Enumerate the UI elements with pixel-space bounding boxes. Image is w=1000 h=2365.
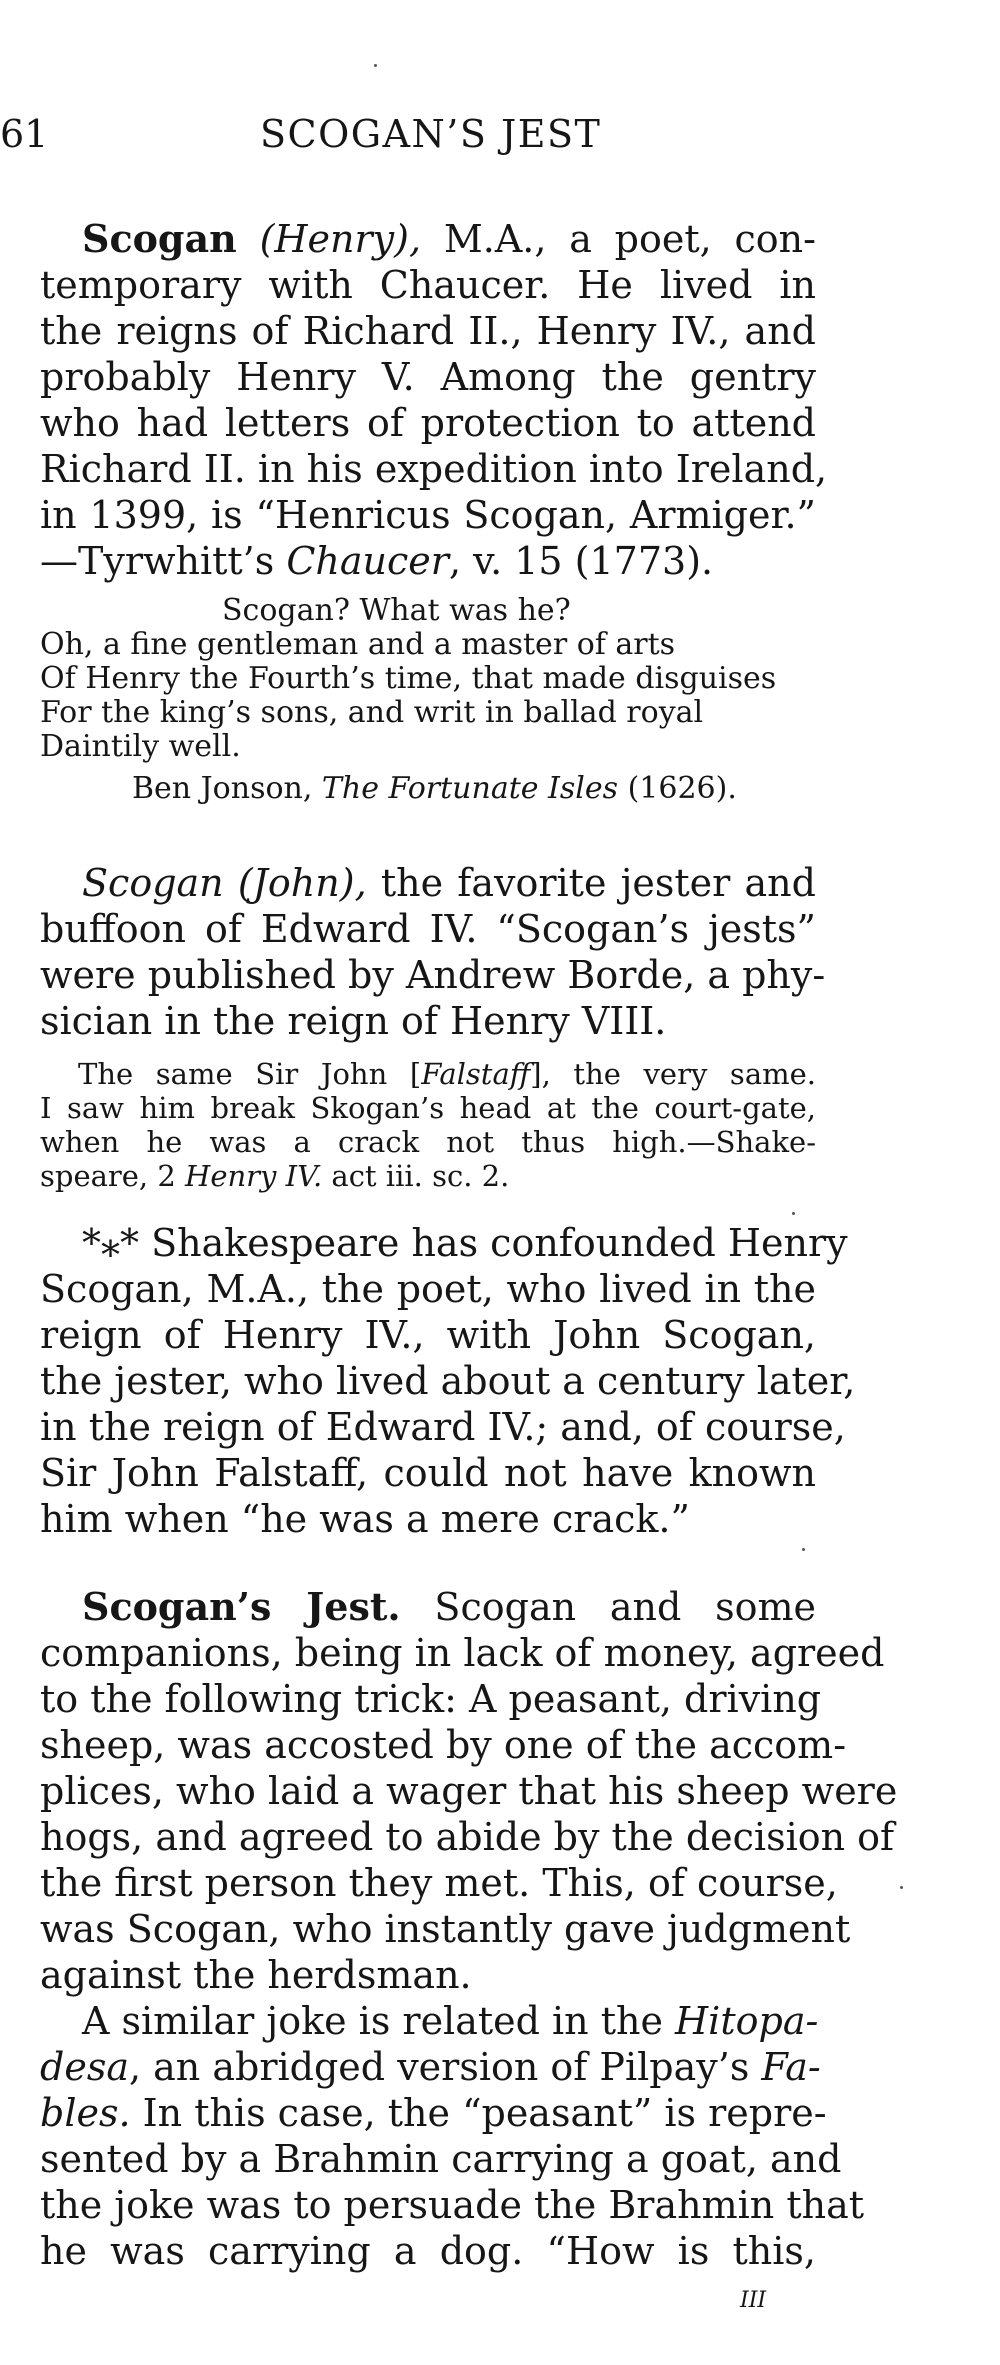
quote-line: I saw him break Skogan’s head at the court-gate, — [40, 1091, 816, 1125]
entry-line: in 1399, is “Henricus Scogan, Armiger.” — [40, 493, 816, 537]
note-line: Scogan, M.A., the poet, who lived in the — [40, 1267, 816, 1311]
paragraph-line: the joke was to persuade the Brahmin that — [40, 2183, 864, 2227]
entry-line: sician in the reign of Henry VIII. — [40, 999, 667, 1043]
verse-citation: Ben Jonson, The Fortunate Isles (1626). — [132, 771, 737, 806]
quote-line: The same Sir John [Falstaff], the very same. — [78, 1057, 816, 1091]
scan-speck — [374, 64, 377, 67]
entry-line: were published by Andrew Borde, a phy- — [40, 953, 826, 997]
entry-line: plices, who laid a wager that his sheep were — [40, 1769, 898, 1813]
verse-line: For the king’s sons, and writ in ballad royal — [40, 695, 704, 730]
scan-speck — [792, 1212, 795, 1215]
verse-line: Of Henry the Fourth’s time, that made disguises — [40, 661, 777, 696]
entry-line: temporary with Chaucer. He lived in — [40, 263, 816, 307]
scan-speck — [900, 1886, 903, 1889]
quote-line: when he was a crack not thus high.—Shake- — [40, 1125, 816, 1159]
note-line: him when “he was a mere crack.” — [40, 1497, 690, 1541]
entry-line: Richard II. in his expedition into Ireland, — [40, 447, 828, 491]
page-number: 61 — [0, 112, 49, 156]
entry-heading: Scogan — [82, 216, 237, 261]
entry-line: to the following trick: A peasant, driving — [40, 1677, 822, 1721]
note-line: *⁎* Shakespeare has confounded Henry — [82, 1221, 848, 1265]
entry-line: was Scogan, who instantly gave judgment — [40, 1907, 851, 1951]
entry-heading: Scogan’s Jest. — [82, 1584, 401, 1629]
note-line: in the reign of Edward IV.; and, of course, — [40, 1405, 846, 1449]
entry-line: sheep, was accosted by one of the accom- — [40, 1723, 847, 1767]
entry-line: hogs, and agreed to abide by the decision of — [40, 1815, 895, 1859]
note-line: Sir John Falstaff, could not have known — [40, 1451, 816, 1495]
verse-line: Scogan? What was he? — [222, 593, 571, 628]
verse-line: Daintily well. — [40, 729, 241, 764]
entry-line: the first person they met. This, of course, — [40, 1861, 838, 1905]
entry-line: who had letters of protection to attend — [40, 401, 816, 445]
paragraph-line: sented by a Brahmin carrying a goat, and — [40, 2137, 842, 2181]
note-line: reign of Henry IV., with John Scogan, — [40, 1313, 816, 1357]
entry-line: companions, being in lack of money, agreed — [40, 1631, 885, 1675]
quote-line: speare, 2 Henry IV. act iii. sc. 2. — [40, 1159, 510, 1193]
entry-line: against the herdsman. — [40, 1953, 472, 1997]
signature-mark: III — [740, 2288, 767, 2313]
verse-line: Oh, a fine gentleman and a master of arts — [40, 627, 676, 662]
entry-line: —Tyrwhitt’s Chaucer, v. 15 (1773). — [40, 539, 714, 583]
note-line: the jester, who lived about a century later, — [40, 1359, 856, 1403]
paragraph-line: desa, an abridged version of Pilpay’s Fa- — [40, 2045, 821, 2089]
entry-line: buffoon of Edward IV. “Scogan’s jests” — [40, 907, 816, 951]
entry-line: Scogan (Henry), M.A., a poet, con- — [82, 216, 816, 261]
entry-line: Scogan’s Jest. Scogan and some — [82, 1584, 816, 1629]
scan-speck — [802, 1548, 805, 1551]
paragraph-line: he was carrying a dog. “How is this, — [40, 2229, 816, 2273]
entry-heading: Scogan — [82, 861, 224, 905]
entry-line: Scogan (John), the favorite jester and — [82, 861, 816, 905]
entry-line: probably Henry V. Among the gentry — [40, 355, 816, 399]
paragraph-line: A similar joke is related in the Hitopa- — [82, 1999, 819, 2043]
entry-line: the reigns of Richard II., Henry IV., and — [40, 309, 816, 353]
paragraph-line: bles. In this case, the “peasant” is repre- — [40, 2091, 827, 2135]
running-title: SCOGAN’S JEST — [260, 112, 602, 156]
